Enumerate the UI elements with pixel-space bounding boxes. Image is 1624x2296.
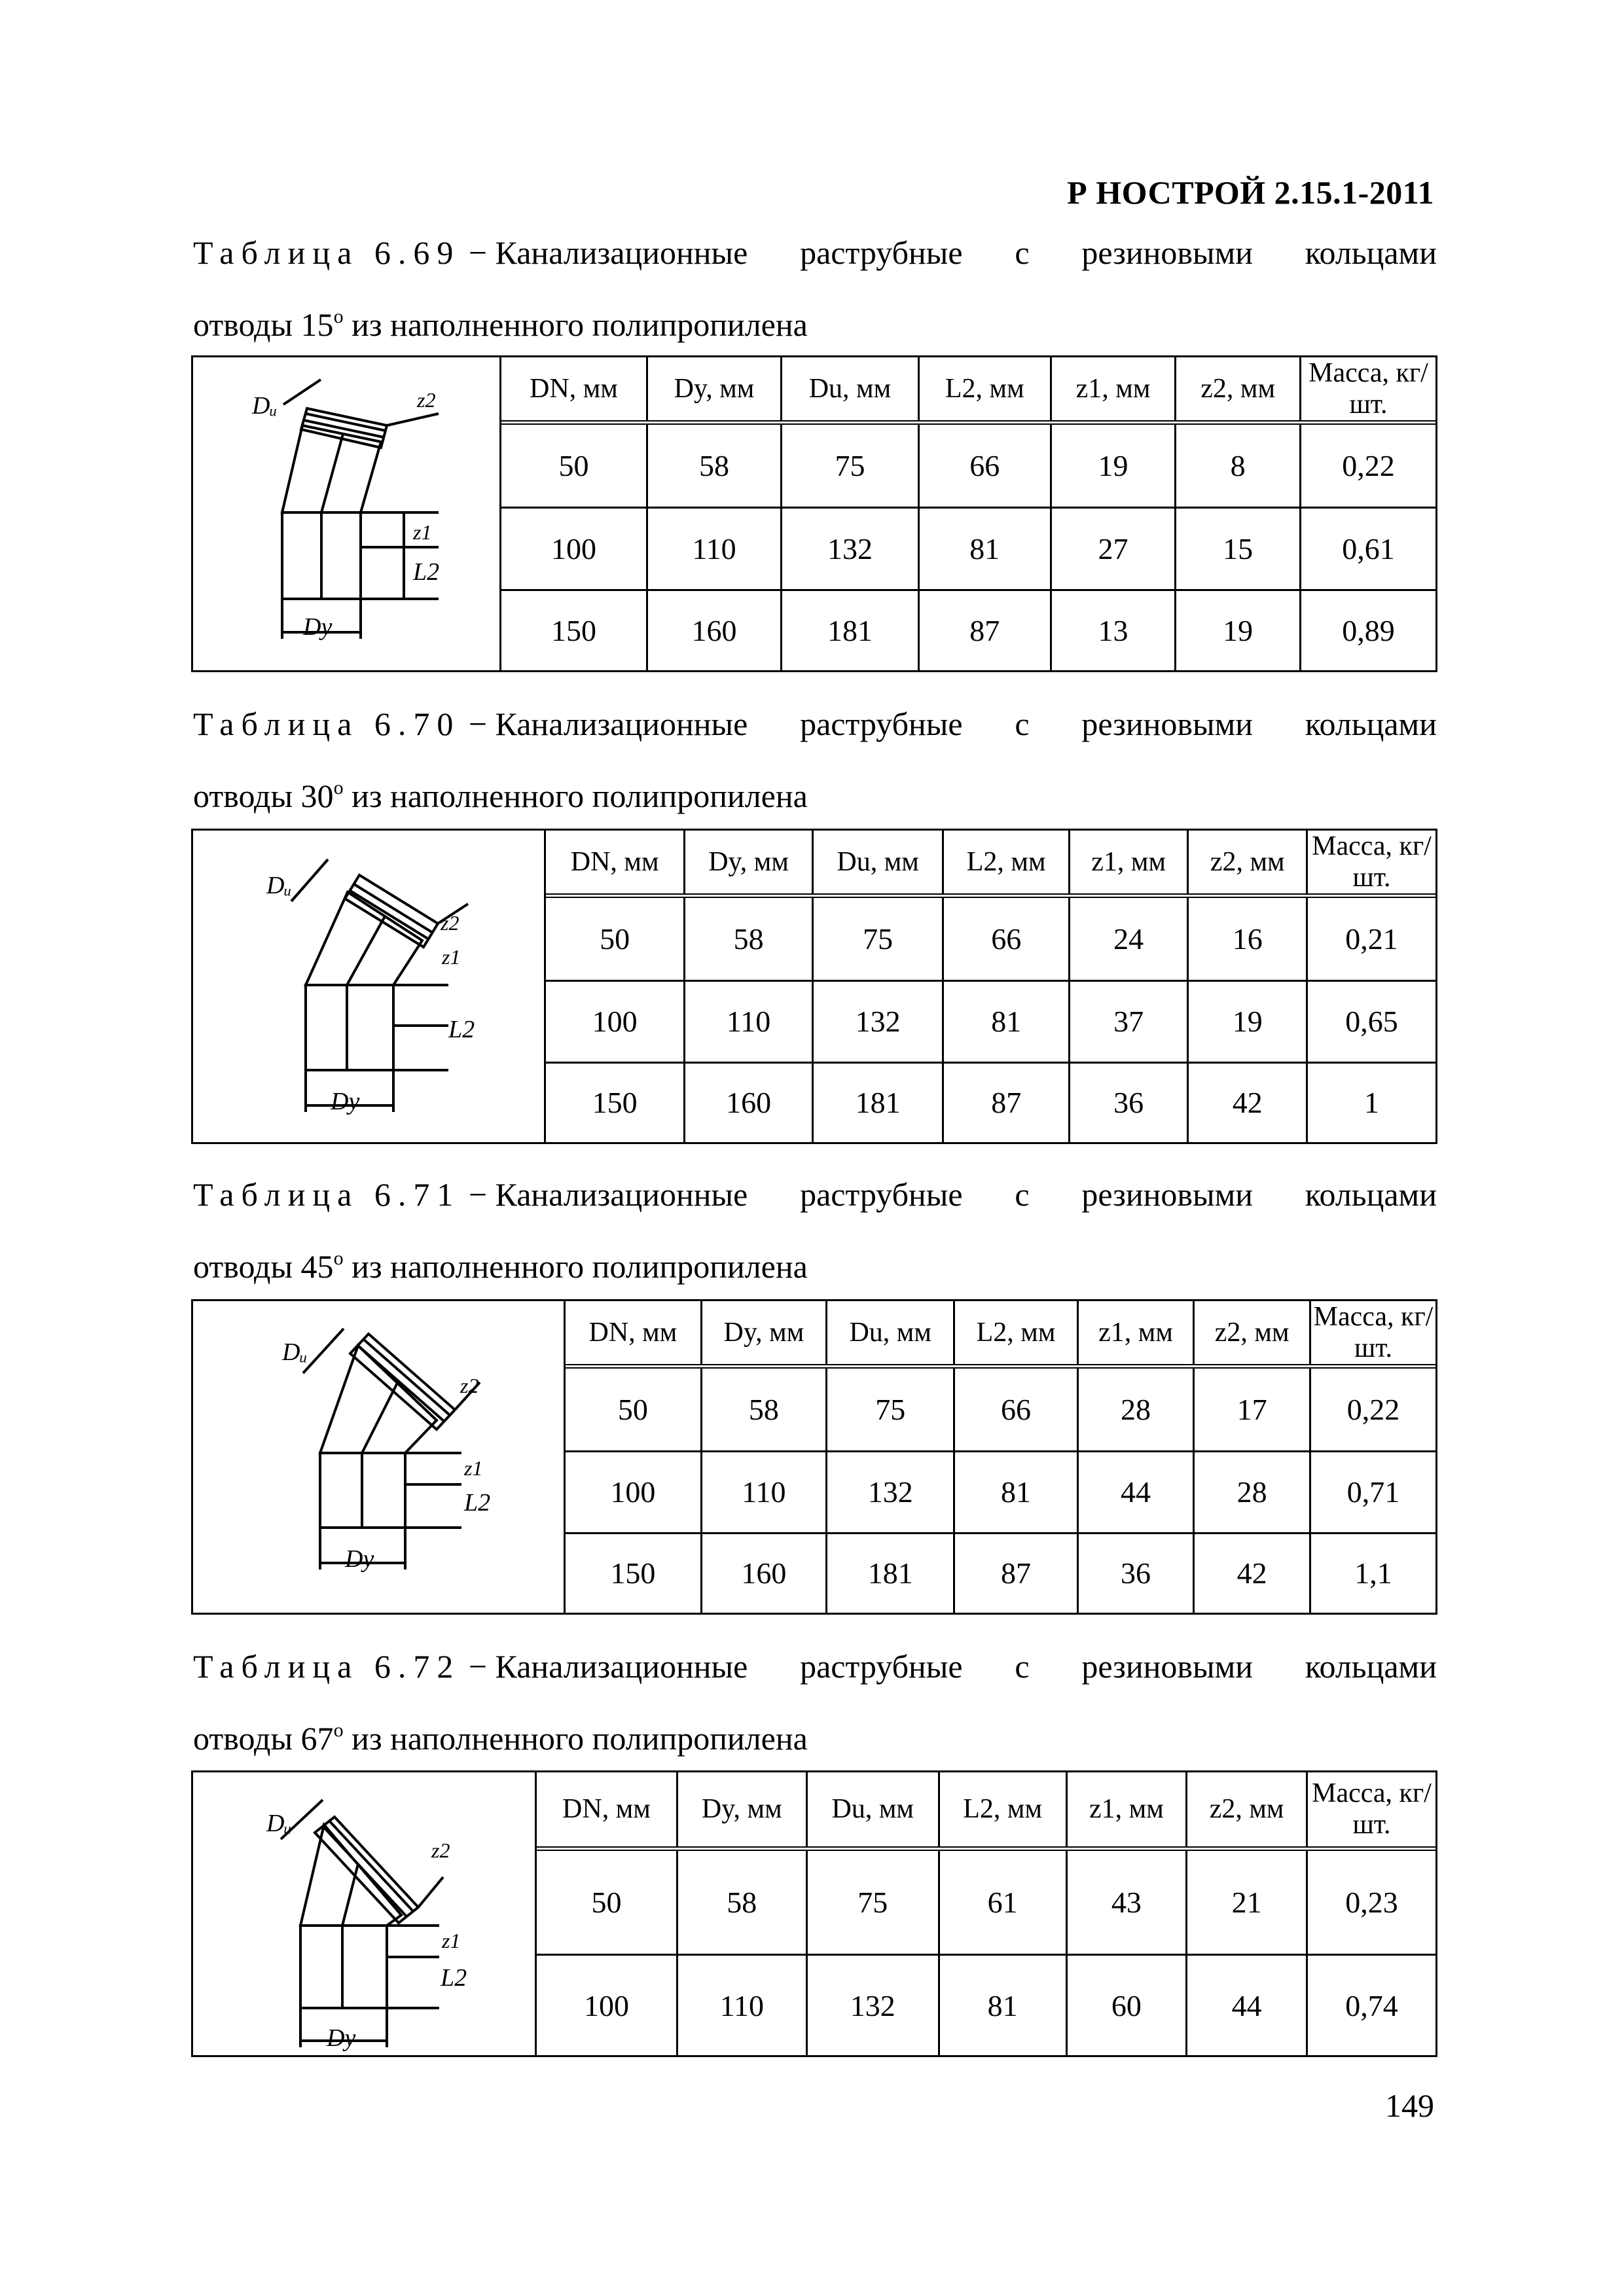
cell: 50: [591, 1885, 622, 1919]
table-caption: [193, 1634, 1437, 1770]
col-du: Du, мм: [782, 357, 919, 423]
du-label: Dᵤ: [266, 872, 292, 899]
cell: 110: [647, 508, 781, 590]
header-row: [501, 357, 1435, 423]
cell: 150: [566, 1533, 701, 1613]
cell: 0,61: [1301, 508, 1436, 590]
cell: 28: [1194, 1451, 1310, 1533]
cell: 61: [939, 1848, 1066, 1955]
caption-dash: −: [468, 234, 488, 271]
col-dy: Dy, мм: [677, 1772, 806, 1848]
du-label: Dᵤ: [266, 1810, 292, 1837]
cell: 181: [812, 1062, 943, 1142]
caption-line2-rest: из наполненного полипропилена: [343, 1720, 808, 1757]
z2-label: z2: [417, 388, 436, 412]
col-du: Du, мм: [827, 1301, 954, 1367]
l2-label: L2: [413, 558, 440, 586]
cell: 42: [1188, 1062, 1307, 1142]
cell: 66: [954, 1367, 1077, 1452]
caption-word: кольцами: [1305, 706, 1437, 742]
cell: 44: [1187, 1955, 1307, 2055]
z2-label: z2: [431, 1839, 450, 1862]
data-table: [546, 831, 1435, 1142]
cell: 160: [685, 1062, 812, 1142]
caption-word: Канализационные: [495, 1648, 748, 1685]
cell: 43: [1066, 1848, 1187, 1955]
cell: 75: [782, 423, 919, 508]
cell: 100: [537, 1955, 677, 2055]
caption-word: с: [1015, 706, 1030, 742]
cell: 1: [1307, 1062, 1436, 1142]
cell: 0,22: [1310, 1367, 1436, 1452]
caption-word: резиновыми: [1081, 234, 1253, 271]
dy-label: Dy: [345, 1545, 374, 1573]
cell: 66: [943, 896, 1069, 981]
caption-word: резиновыми: [1081, 1176, 1253, 1213]
col-l2: L2, мм: [939, 1772, 1066, 1848]
col-dn: DN, мм: [501, 357, 647, 423]
cell: 110: [701, 1451, 826, 1533]
table-label: Таблица 6.70: [193, 706, 461, 742]
cell: 44: [1077, 1451, 1194, 1533]
table-row: [546, 896, 1435, 981]
elbow-30-drawing: [193, 831, 544, 1142]
cell: 160: [701, 1533, 826, 1613]
data-table: [537, 1772, 1435, 2055]
dy-label: Dy: [303, 613, 333, 641]
cell: 19: [1176, 590, 1301, 670]
table-row: [566, 1367, 1435, 1452]
elbow-15-figure: [193, 357, 501, 670]
fitting-table: [191, 1299, 1437, 1615]
z1-label: z1: [442, 945, 461, 969]
col-du: Du, мм: [806, 1772, 939, 1848]
caption-dash: −: [468, 1176, 488, 1213]
du-label: Dᵤ: [252, 392, 278, 420]
fitting-table: [191, 829, 1437, 1144]
z2-label: z2: [460, 1374, 479, 1397]
cell: 36: [1069, 1062, 1188, 1142]
cell: 81: [943, 980, 1069, 1062]
cell: 0,74: [1307, 1955, 1436, 2055]
cell: 160: [647, 590, 781, 670]
header-row: [546, 831, 1435, 896]
cell: 150: [501, 590, 647, 670]
elbow-30-figure: [193, 831, 546, 1142]
cell: 19: [1188, 980, 1307, 1062]
col-l2: L2, мм: [918, 357, 1051, 423]
cell: 19: [1051, 423, 1176, 508]
degree-sign: о: [333, 1247, 344, 1269]
page-number: 149: [1385, 2087, 1434, 2124]
cell: 16: [1188, 896, 1307, 981]
du-label: Dᵤ: [282, 1338, 308, 1366]
col-z2: z2, мм: [1187, 1772, 1307, 1848]
cell: 100: [546, 980, 685, 1062]
z1-label: z1: [413, 520, 432, 544]
caption-line2-rest: из наполненного полипропилена: [343, 306, 808, 343]
table-caption: [193, 1162, 1437, 1299]
col-mass: Масса, кг/шт.: [1307, 1772, 1436, 1848]
l2-label: L2: [441, 1964, 467, 1992]
cell: 0,21: [1307, 896, 1436, 981]
cell: 0,23: [1307, 1848, 1436, 1955]
table-row: [546, 1062, 1435, 1142]
cell: 81: [939, 1955, 1066, 2055]
cell: 21: [1187, 1848, 1307, 1955]
caption-word: раструбные: [800, 234, 963, 271]
col-mass: Масса, кг/шт.: [1307, 831, 1436, 896]
document-code: Р НОСТРОЙ 2.15.1-2011: [1067, 174, 1434, 211]
cell: 60: [1066, 1955, 1187, 2055]
caption-word: с: [1015, 1648, 1030, 1685]
cell: 81: [954, 1451, 1077, 1533]
header-row: [566, 1301, 1435, 1367]
col-z2: z2, мм: [1176, 357, 1301, 423]
caption-word: раструбные: [800, 1648, 963, 1685]
cell: 0,22: [1301, 423, 1436, 508]
z1-label: z1: [442, 1929, 461, 1952]
caption-word: с: [1015, 1176, 1030, 1213]
caption-word: с: [1015, 234, 1030, 271]
col-l2: L2, мм: [943, 831, 1069, 896]
col-z1: z1, мм: [1066, 1772, 1187, 1848]
caption-line2: отводы 67: [193, 1720, 334, 1757]
caption-word: резиновыми: [1081, 706, 1253, 742]
caption-line2: отводы 15: [193, 306, 334, 343]
cell: 58: [647, 423, 781, 508]
col-z1: z1, мм: [1077, 1301, 1194, 1367]
fitting-table: [191, 1770, 1437, 2057]
col-dn: DN, мм: [537, 1772, 677, 1848]
elbow-67-drawing: [193, 1772, 535, 2055]
dy-label: Dy: [327, 2024, 356, 2052]
cell: 13: [1051, 590, 1176, 670]
caption-word: раструбные: [800, 1176, 963, 1213]
cell: 181: [827, 1533, 954, 1613]
cell: 181: [782, 590, 919, 670]
cell: 132: [782, 508, 919, 590]
table-row: [566, 1451, 1435, 1533]
table-caption: [193, 221, 1437, 357]
caption-dash: −: [468, 706, 488, 742]
caption-word: раструбные: [800, 706, 963, 742]
cell: 87: [918, 590, 1051, 670]
cell: 50: [600, 922, 630, 956]
caption-word: резиновыми: [1081, 1648, 1253, 1685]
elbow-67-figure: [193, 1772, 537, 2055]
degree-sign: о: [333, 306, 344, 327]
cell: 81: [918, 508, 1051, 590]
cell: 1,1: [1310, 1533, 1436, 1613]
table-row: [501, 423, 1435, 508]
table-row: [537, 1955, 1435, 2055]
cell: 8: [1176, 423, 1301, 508]
l2-label: L2: [464, 1489, 491, 1516]
degree-sign: о: [333, 777, 344, 798]
degree-sign: о: [333, 1719, 344, 1741]
caption-word: кольцами: [1305, 1176, 1437, 1213]
cell: 37: [1069, 980, 1188, 1062]
elbow-15-drawing: [193, 357, 499, 670]
cell: 0,89: [1301, 590, 1436, 670]
cell: 132: [806, 1955, 939, 2055]
caption-word: Канализационные: [495, 234, 748, 271]
cell: 87: [943, 1062, 1069, 1142]
caption-word: кольцами: [1305, 1648, 1437, 1685]
col-z1: z1, мм: [1051, 357, 1176, 423]
cell: 15: [1176, 508, 1301, 590]
cell: 66: [918, 423, 1051, 508]
col-dn: DN, мм: [546, 831, 685, 896]
cell: 75: [827, 1367, 954, 1452]
cell: 87: [954, 1533, 1077, 1613]
fitting-table: [191, 355, 1437, 672]
cell: 100: [501, 508, 647, 590]
data-table: [501, 357, 1435, 670]
table-row: [537, 1848, 1435, 1955]
cell: 0,65: [1307, 980, 1436, 1062]
col-z1: z1, мм: [1069, 831, 1188, 896]
cell: 17: [1194, 1367, 1310, 1452]
table-row: [546, 980, 1435, 1062]
table-label: Таблица 6.69: [193, 234, 461, 271]
z1-label: z1: [464, 1456, 483, 1480]
caption-dash: −: [468, 1648, 488, 1685]
col-mass: Масса, кг/шт.: [1301, 357, 1436, 423]
cell: 0,71: [1310, 1451, 1436, 1533]
cell: 24: [1069, 896, 1188, 981]
caption-word: Канализационные: [495, 706, 748, 742]
l2-label: L2: [448, 1016, 475, 1043]
table-label: Таблица 6.71: [193, 1176, 461, 1213]
col-z2: z2, мм: [1188, 831, 1307, 896]
col-dy: Dy, мм: [647, 357, 781, 423]
table-row: [566, 1533, 1435, 1613]
z2-label: z2: [441, 911, 460, 935]
cell: 110: [685, 980, 812, 1062]
col-z2: z2, мм: [1194, 1301, 1310, 1367]
col-dn: DN, мм: [566, 1301, 701, 1367]
table-label: Таблица 6.72: [193, 1648, 461, 1685]
cell: 58: [701, 1367, 826, 1452]
cell: 42: [1194, 1533, 1310, 1613]
table-row: [501, 590, 1435, 670]
caption-line2-rest: из наполненного полипропилена: [343, 1248, 808, 1285]
caption-word: кольцами: [1305, 234, 1437, 271]
col-dy: Dy, мм: [701, 1301, 826, 1367]
col-mass: Масса, кг/шт.: [1310, 1301, 1436, 1367]
cell: 27: [1051, 508, 1176, 590]
caption-line2: отводы 45: [193, 1248, 334, 1285]
col-du: Du, мм: [812, 831, 943, 896]
cell: 28: [1077, 1367, 1194, 1452]
caption-line2-rest: из наполненного полипропилена: [343, 778, 808, 814]
cell: 132: [827, 1451, 954, 1533]
elbow-45-drawing: [193, 1301, 564, 1613]
elbow-45-figure: [193, 1301, 566, 1613]
cell: 132: [812, 980, 943, 1062]
cell: 50: [617, 1392, 648, 1426]
col-l2: L2, мм: [954, 1301, 1077, 1367]
col-dy: Dy, мм: [685, 831, 812, 896]
dy-label: Dy: [331, 1088, 360, 1115]
caption-line2: отводы 30: [193, 778, 334, 814]
cell: 36: [1077, 1533, 1194, 1613]
data-table: [566, 1301, 1435, 1613]
cell: 110: [677, 1955, 806, 2055]
table-caption: [193, 692, 1437, 828]
cell: 100: [566, 1451, 701, 1533]
cell: 58: [685, 896, 812, 981]
cell: 75: [812, 896, 943, 981]
table-row: [501, 508, 1435, 590]
caption-word: Канализационные: [495, 1176, 748, 1213]
cell: 150: [546, 1062, 685, 1142]
cell: 50: [558, 449, 589, 483]
header-row: [537, 1772, 1435, 1848]
cell: 75: [806, 1848, 939, 1955]
cell: 58: [677, 1848, 806, 1955]
